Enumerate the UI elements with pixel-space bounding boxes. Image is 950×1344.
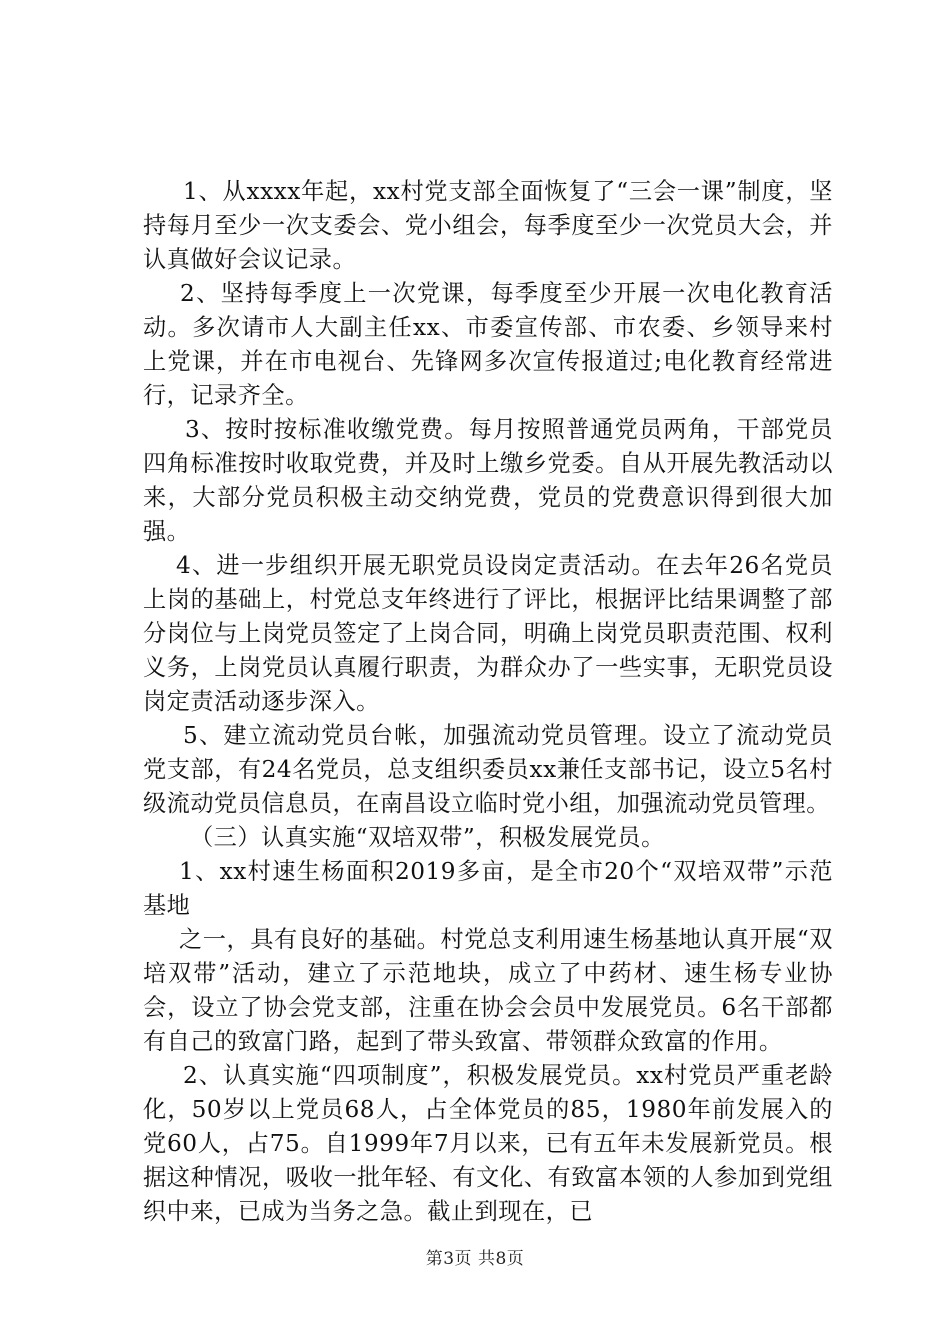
document-body: [143, 175, 833, 1229]
page-footer: 第3页 共8页: [425, 1249, 525, 1269]
paragraph-four-systems: 2、认真实施“四项制度”，积极发展党员。xx村党员严重老龄化，50岁以上党员68人，占全体党员的85，1980年前发展入的党60人，占75。自1999年7月以来，已有五年未发展新党员。根据这种情况，吸收一批年轻、有文化、有致富本领的人参加到党组织中来，已成为当务之急。截止到现在，已: [143, 1062, 833, 1225]
paragraph-post-responsibility: 4、进一步组织开展无职党员设岗定责活动。在去年26名党员上岗的基础上，村党总支年终进行了评比，根据评比结果调整了部分岗位与上岗党员签定了上岗合同，明确上岗党员职责范围、权利义务，上岗党员认真履行职责，为群众办了一些实事，无职党员设岗定责活动逐步深入。: [143, 552, 833, 715]
section-heading-three: （三）认真实施“双培双带”，积极发展党员。: [190, 824, 665, 851]
paragraph-three-meetings-one-lesson: 1、从xxxx年起，xx村党支部全面恢复了“三会一课”制度，坚持每月至少一次支委会、党小组会，每季度至少一次党员大会，并认真做好会议记录。: [143, 178, 833, 273]
paragraph-party-dues: 3、按时按标准收缴党费。每月按照普通党员两角，干部党员四角标准按时收取党费，并及时上缴乡党委。自从开展先教活动以来，大部分党员积极主动交纳党费，党员的党费意识得到很大加强。: [143, 416, 833, 545]
paragraph-party-lessons: 2、坚持每季度上一次党课，每季度至少开展一次电化教育活动。多次请市人大副主任xx、市委宣传部、市农委、乡领导来村上党课，并在市电视台、先锋网多次宣传报道过;电化教育经常进行，记录齐全。: [143, 280, 833, 409]
paragraph-mobile-members: 5、建立流动党员台帐，加强流动党员管理。设立了流动党员党支部，有24名党员，总支组织委员xx兼任支部书记，设立5名村级流动党员信息员，在南昌设立临时党小组，加强流动党员管理。: [143, 722, 833, 817]
paragraph-demonstration-base: 1、xx村速生杨面积2019多亩，是全市20个“双培双带”示范基地: [143, 858, 833, 919]
paragraph-base-continued: 之一，具有良好的基础。村党总支利用速生杨基地认真开展“双培双带”活动，建立了示范地块，成立了中药材、速生杨专业协会，设立了协会党支部，注重在协会会员中发展党员。6名干部都有自己的致富门路，起到了带头致富、带领群众致富的作用。: [143, 926, 833, 1055]
